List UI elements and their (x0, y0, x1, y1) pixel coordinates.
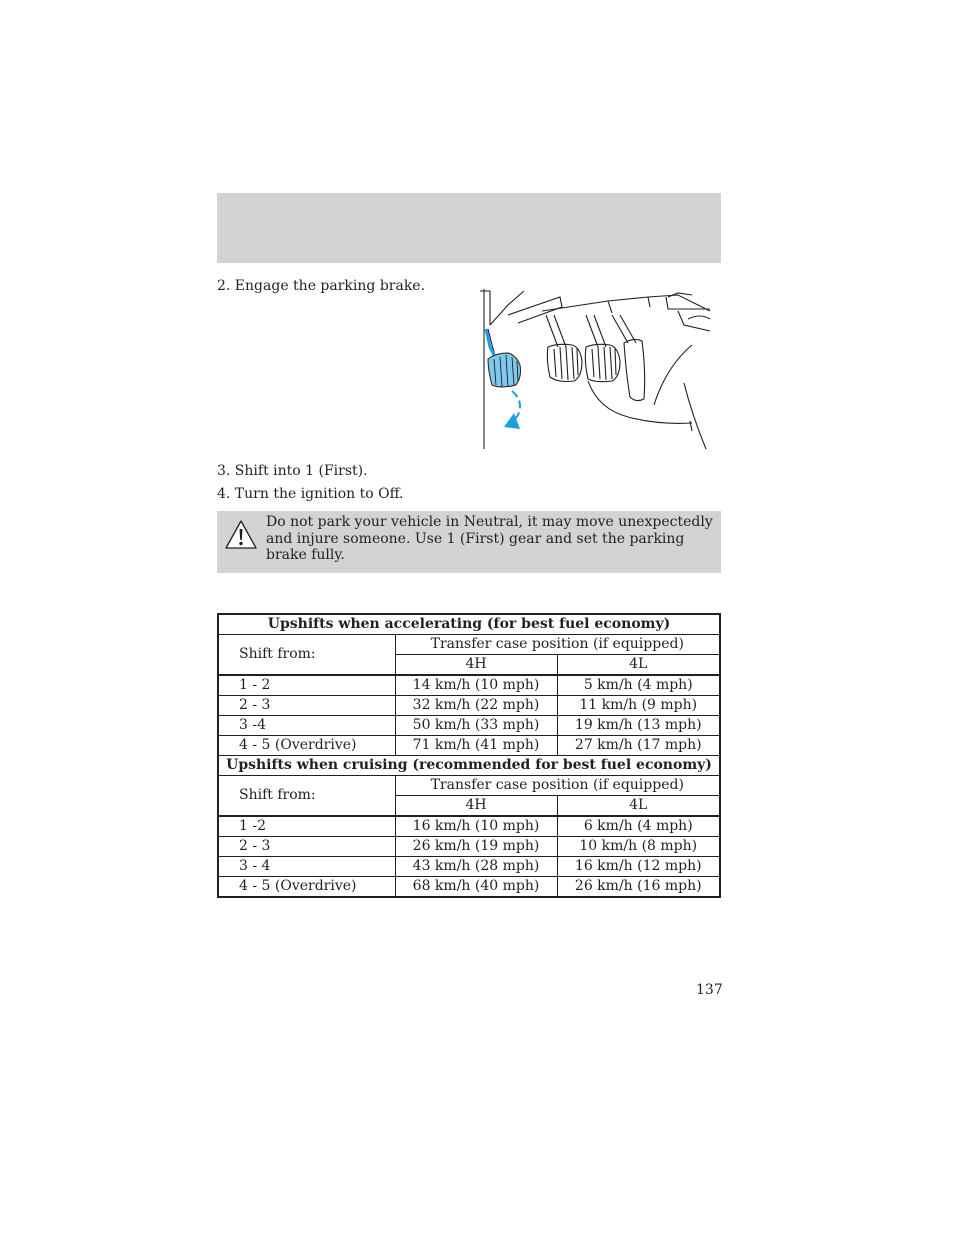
accelerating-col-4h: 4H (395, 655, 557, 676)
speed-4l-cell: 19 km/h (13 mph) (557, 716, 720, 736)
shift-cell: 1 -2 (218, 816, 395, 837)
cruising-col-4l: 4L (557, 796, 720, 817)
table-row (218, 716, 720, 736)
speed-4l-cell: 16 km/h (12 mph) (557, 857, 720, 877)
table-row (218, 736, 720, 756)
accelerating-col-4l: 4L (557, 655, 720, 676)
step-shift-into-first: 3. Shift into 1 (First). (217, 463, 368, 479)
accelerating-shift-from-label: Shift from: (218, 635, 395, 676)
warning-text: Do not park your vehicle in Neutral, it may move unexpectedly and injure someone. Use 1 (First) gear and set the parking brake fully. (266, 514, 713, 563)
speed-4l-cell: 10 km/h (8 mph) (557, 837, 720, 857)
shift-cell: 1 - 2 (218, 675, 395, 696)
upshift-table (217, 613, 721, 898)
speed-4h-cell: 16 km/h (10 mph) (395, 816, 557, 837)
accelerating-section-title: Upshifts when accelerating (for best fuel economy) (218, 614, 720, 635)
warning-box (217, 511, 721, 573)
cruising-section-title: Upshifts when cruising (recommended for best fuel economy) (218, 756, 720, 776)
table-row (218, 816, 720, 837)
shift-cell: 3 -4 (218, 716, 395, 736)
cruising-shift-from-label: Shift from: (218, 776, 395, 817)
cruising-col-4h: 4H (395, 796, 557, 817)
speed-4h-cell: 43 km/h (28 mph) (395, 857, 557, 877)
parking-brake-pedal-illustration (478, 285, 712, 451)
speed-4h-cell: 26 km/h (19 mph) (395, 837, 557, 857)
speed-4l-cell: 27 km/h (17 mph) (557, 736, 720, 756)
table-row (218, 675, 720, 696)
speed-4l-cell: 11 km/h (9 mph) (557, 696, 720, 716)
cruising-transfer-case-header: Transfer case position (if equipped) (395, 776, 720, 796)
shift-cell: 2 - 3 (218, 696, 395, 716)
shift-cell: 4 - 5 (Overdrive) (218, 877, 395, 898)
shift-cell: 3 - 4 (218, 857, 395, 877)
shift-cell: 2 - 3 (218, 837, 395, 857)
speed-4h-cell: 32 km/h (22 mph) (395, 696, 557, 716)
speed-4h-cell: 71 km/h (41 mph) (395, 736, 557, 756)
table-row (218, 696, 720, 716)
step-turn-ignition-off: 4. Turn the ignition to Off. (217, 486, 404, 502)
speed-4h-cell: 50 km/h (33 mph) (395, 716, 557, 736)
warning-triangle-icon (224, 518, 258, 552)
table-row (218, 837, 720, 857)
table-row (218, 857, 720, 877)
shift-cell: 4 - 5 (Overdrive) (218, 736, 395, 756)
accelerating-transfer-case-header: Transfer case position (if equipped) (395, 635, 720, 655)
header-band (217, 193, 721, 263)
speed-4l-cell: 5 km/h (4 mph) (557, 675, 720, 696)
speed-4l-cell: 26 km/h (16 mph) (557, 877, 720, 898)
speed-4h-cell: 14 km/h (10 mph) (395, 675, 557, 696)
speed-4l-cell: 6 km/h (4 mph) (557, 816, 720, 837)
table-row (218, 877, 720, 898)
speed-4h-cell: 68 km/h (40 mph) (395, 877, 557, 898)
page-number: 137 (696, 982, 723, 998)
step-engage-parking-brake: 2. Engage the parking brake. (217, 278, 426, 294)
